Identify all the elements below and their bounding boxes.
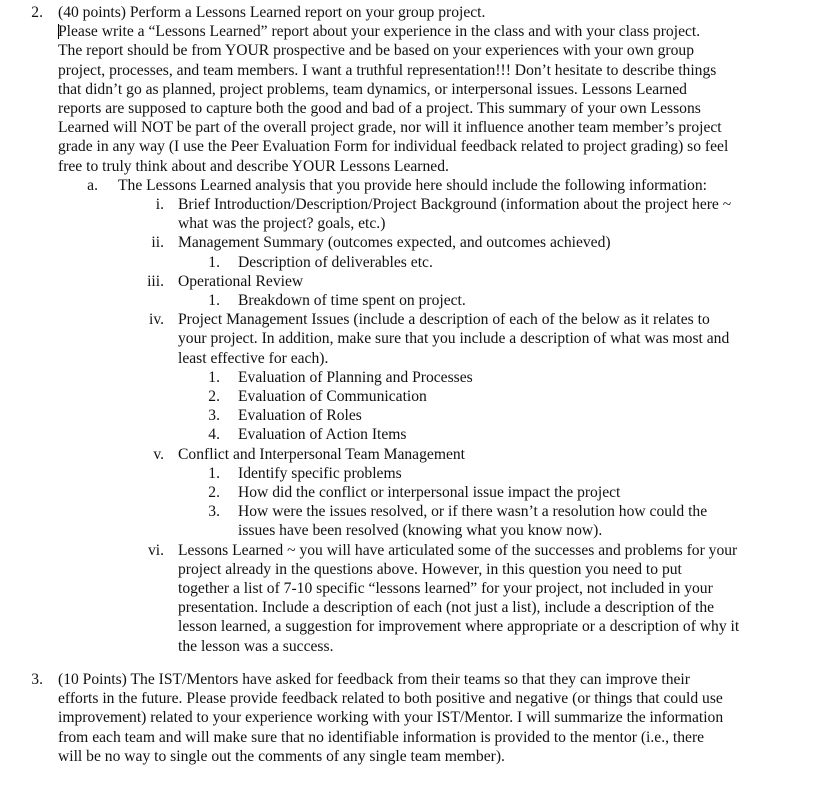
line-text: (10 Points) The IST/Mentors have asked for feedback from their teams so that they can improve their: [58, 671, 690, 688]
line-text: Description of deliverables etc.: [238, 253, 433, 271]
line-text: that didn’t go as planned, project problems, team dynamics, or interpersonal issues. Lessons Learned: [58, 80, 687, 98]
list-marker: 2.: [208, 388, 220, 405]
line-text: free to truly think about and describe YOUR Lessons Learned.: [58, 157, 449, 175]
line-text: grade in any way (I use the Peer Evaluation Form for individual feedback related to project grading) so feel: [58, 138, 729, 156]
list-marker: 1.: [208, 292, 220, 309]
list-marker: 1.: [208, 368, 220, 386]
line-text: issues have been resolved (knowing what you know now).: [238, 522, 603, 540]
line-text: together a list of 7-10 specific “lessons learned” for your project, not included in your: [178, 580, 713, 597]
line-text: your project. In addition, make sure that you include a description of what was most and: [178, 330, 730, 348]
list-marker: 1.: [208, 253, 220, 271]
list-marker: 1.: [208, 464, 220, 482]
line-text: Project Management Issues (include a description of each of the below as it relates to: [178, 311, 710, 329]
list-marker: ii.: [151, 234, 164, 252]
list-marker: iv.: [148, 311, 164, 329]
line-text: Evaluation of Communication: [238, 388, 427, 405]
list-marker: 2.: [208, 484, 220, 501]
list-marker: 3.: [208, 503, 220, 521]
line-text: what was the project? goals, etc.): [178, 215, 386, 233]
list-marker: 2.: [31, 4, 43, 21]
list-marker: 3.: [208, 407, 220, 425]
line-text: Identify specific problems: [238, 464, 402, 482]
line-text: from each team and will make sure that no identifiable information is provided to the mentor (i.e., there: [58, 728, 705, 746]
line-text: Management Summary (outcomes expected, and outcomes achieved): [178, 234, 611, 252]
line-text: presentation. Include a description of each (not just a list), include a description of the: [178, 599, 715, 617]
line-text: The report should be from YOUR prospective and be based on your experiences with your own group: [58, 42, 695, 60]
line-text: (40 points) Perform a Lessons Learned report on your group project.: [58, 4, 486, 21]
line-text: lesson learned, a suggestion for improvement where appropriate or a description of why it: [178, 618, 740, 636]
list-marker: iii.: [147, 272, 164, 290]
line-text: least effective for each).: [178, 349, 329, 367]
line-text: Breakdown of time spent on project.: [238, 292, 466, 309]
line-text: efforts in the future. Please provide feedback related to both positive and negative (or things that could use: [58, 690, 723, 708]
list-marker: i.: [155, 196, 164, 213]
list-marker: 3.: [31, 671, 43, 688]
line-text: Evaluation of Action Items: [238, 426, 407, 444]
list-marker: 4.: [208, 426, 220, 444]
list-marker: a.: [87, 176, 98, 194]
line-text: reports are supposed to capture both the good and bad of a project. This summary of your own Lessons: [58, 100, 701, 117]
list-marker: v.: [153, 445, 164, 463]
line-text: will be no way to single out the comments of any single team member).: [58, 747, 505, 765]
line-text: improvement) related to your experience working with your IST/Mentor. I will summarize the information: [58, 709, 724, 727]
list-marker: vi.: [147, 541, 164, 559]
line-text: How did the conflict or interpersonal issue impact the project: [238, 484, 621, 501]
line-text: project, processes, and team members. I want a truthful representation!!! Don’t hesitate to describe things: [58, 61, 717, 79]
line-text: Brief Introduction/Description/Project Background (information about the project here ~: [178, 196, 732, 213]
line-text: Please write a “Lessons Learned” report about your experience in the class and with your class project.: [58, 23, 701, 41]
line-text: Learned will NOT be part of the overall project grade, nor will it influence another team member’s project: [58, 119, 722, 137]
line-text: project already in the questions above. However, in this question you need to put: [178, 560, 682, 578]
line-text: Evaluation of Roles: [238, 407, 362, 425]
line-text: Lessons Learned ~ you will have articulated some of the successes and problems for your: [178, 541, 738, 559]
line-text: the lesson was a success.: [178, 637, 334, 655]
line-text: How were the issues resolved, or if there wasn’t a resolution how could the: [238, 503, 708, 521]
line-text: Conflict and Interpersonal Team Management: [178, 445, 466, 463]
line-text: Evaluation of Planning and Processes: [238, 368, 473, 386]
line-text: Operational Review: [178, 272, 304, 290]
line-text: The Lessons Learned analysis that you provide here should include the following information:: [118, 176, 707, 194]
